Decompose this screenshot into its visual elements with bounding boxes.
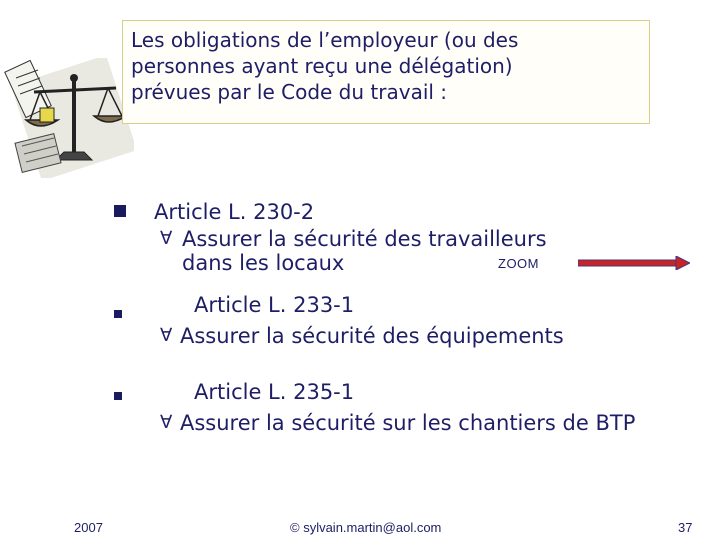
title-line: Les obligations de l’employeur (ou des (131, 28, 519, 52)
footer-year: 2007 (74, 520, 103, 535)
article-description: Assurer la sécurité des travailleurs (182, 227, 547, 251)
article-heading: Article L. 235-1 (194, 380, 355, 404)
footer-email: © sylvain.martin@aol.com (290, 520, 442, 535)
zoom-link[interactable]: ZOOM (498, 256, 539, 271)
forall-marker: ∀ (160, 325, 173, 346)
page-number: 37 (678, 520, 693, 535)
article-heading: Article L. 233-1 (194, 293, 355, 317)
article-description: Assurer la sécurité des équipements (180, 324, 564, 348)
article-description: dans les locaux (182, 251, 345, 275)
forall-marker: ∀ (160, 228, 173, 249)
square-bullet-icon (114, 310, 122, 318)
forall-marker: ∀ (160, 412, 173, 433)
slide-title (131, 27, 641, 105)
square-bullet-icon (114, 392, 122, 400)
right-arrow-icon[interactable] (578, 256, 690, 270)
article-description: Assurer la sécurité sur les chantiers de BTP (180, 411, 636, 435)
square-bullet-icon (114, 205, 126, 217)
title-line: prévues par le Code du travail : (131, 80, 448, 104)
title-line: personnes ayant reçu une délégation) (131, 54, 513, 78)
article-heading: Article L. 230-2 (154, 200, 315, 224)
scales-of-justice-icon (4, 58, 134, 178)
